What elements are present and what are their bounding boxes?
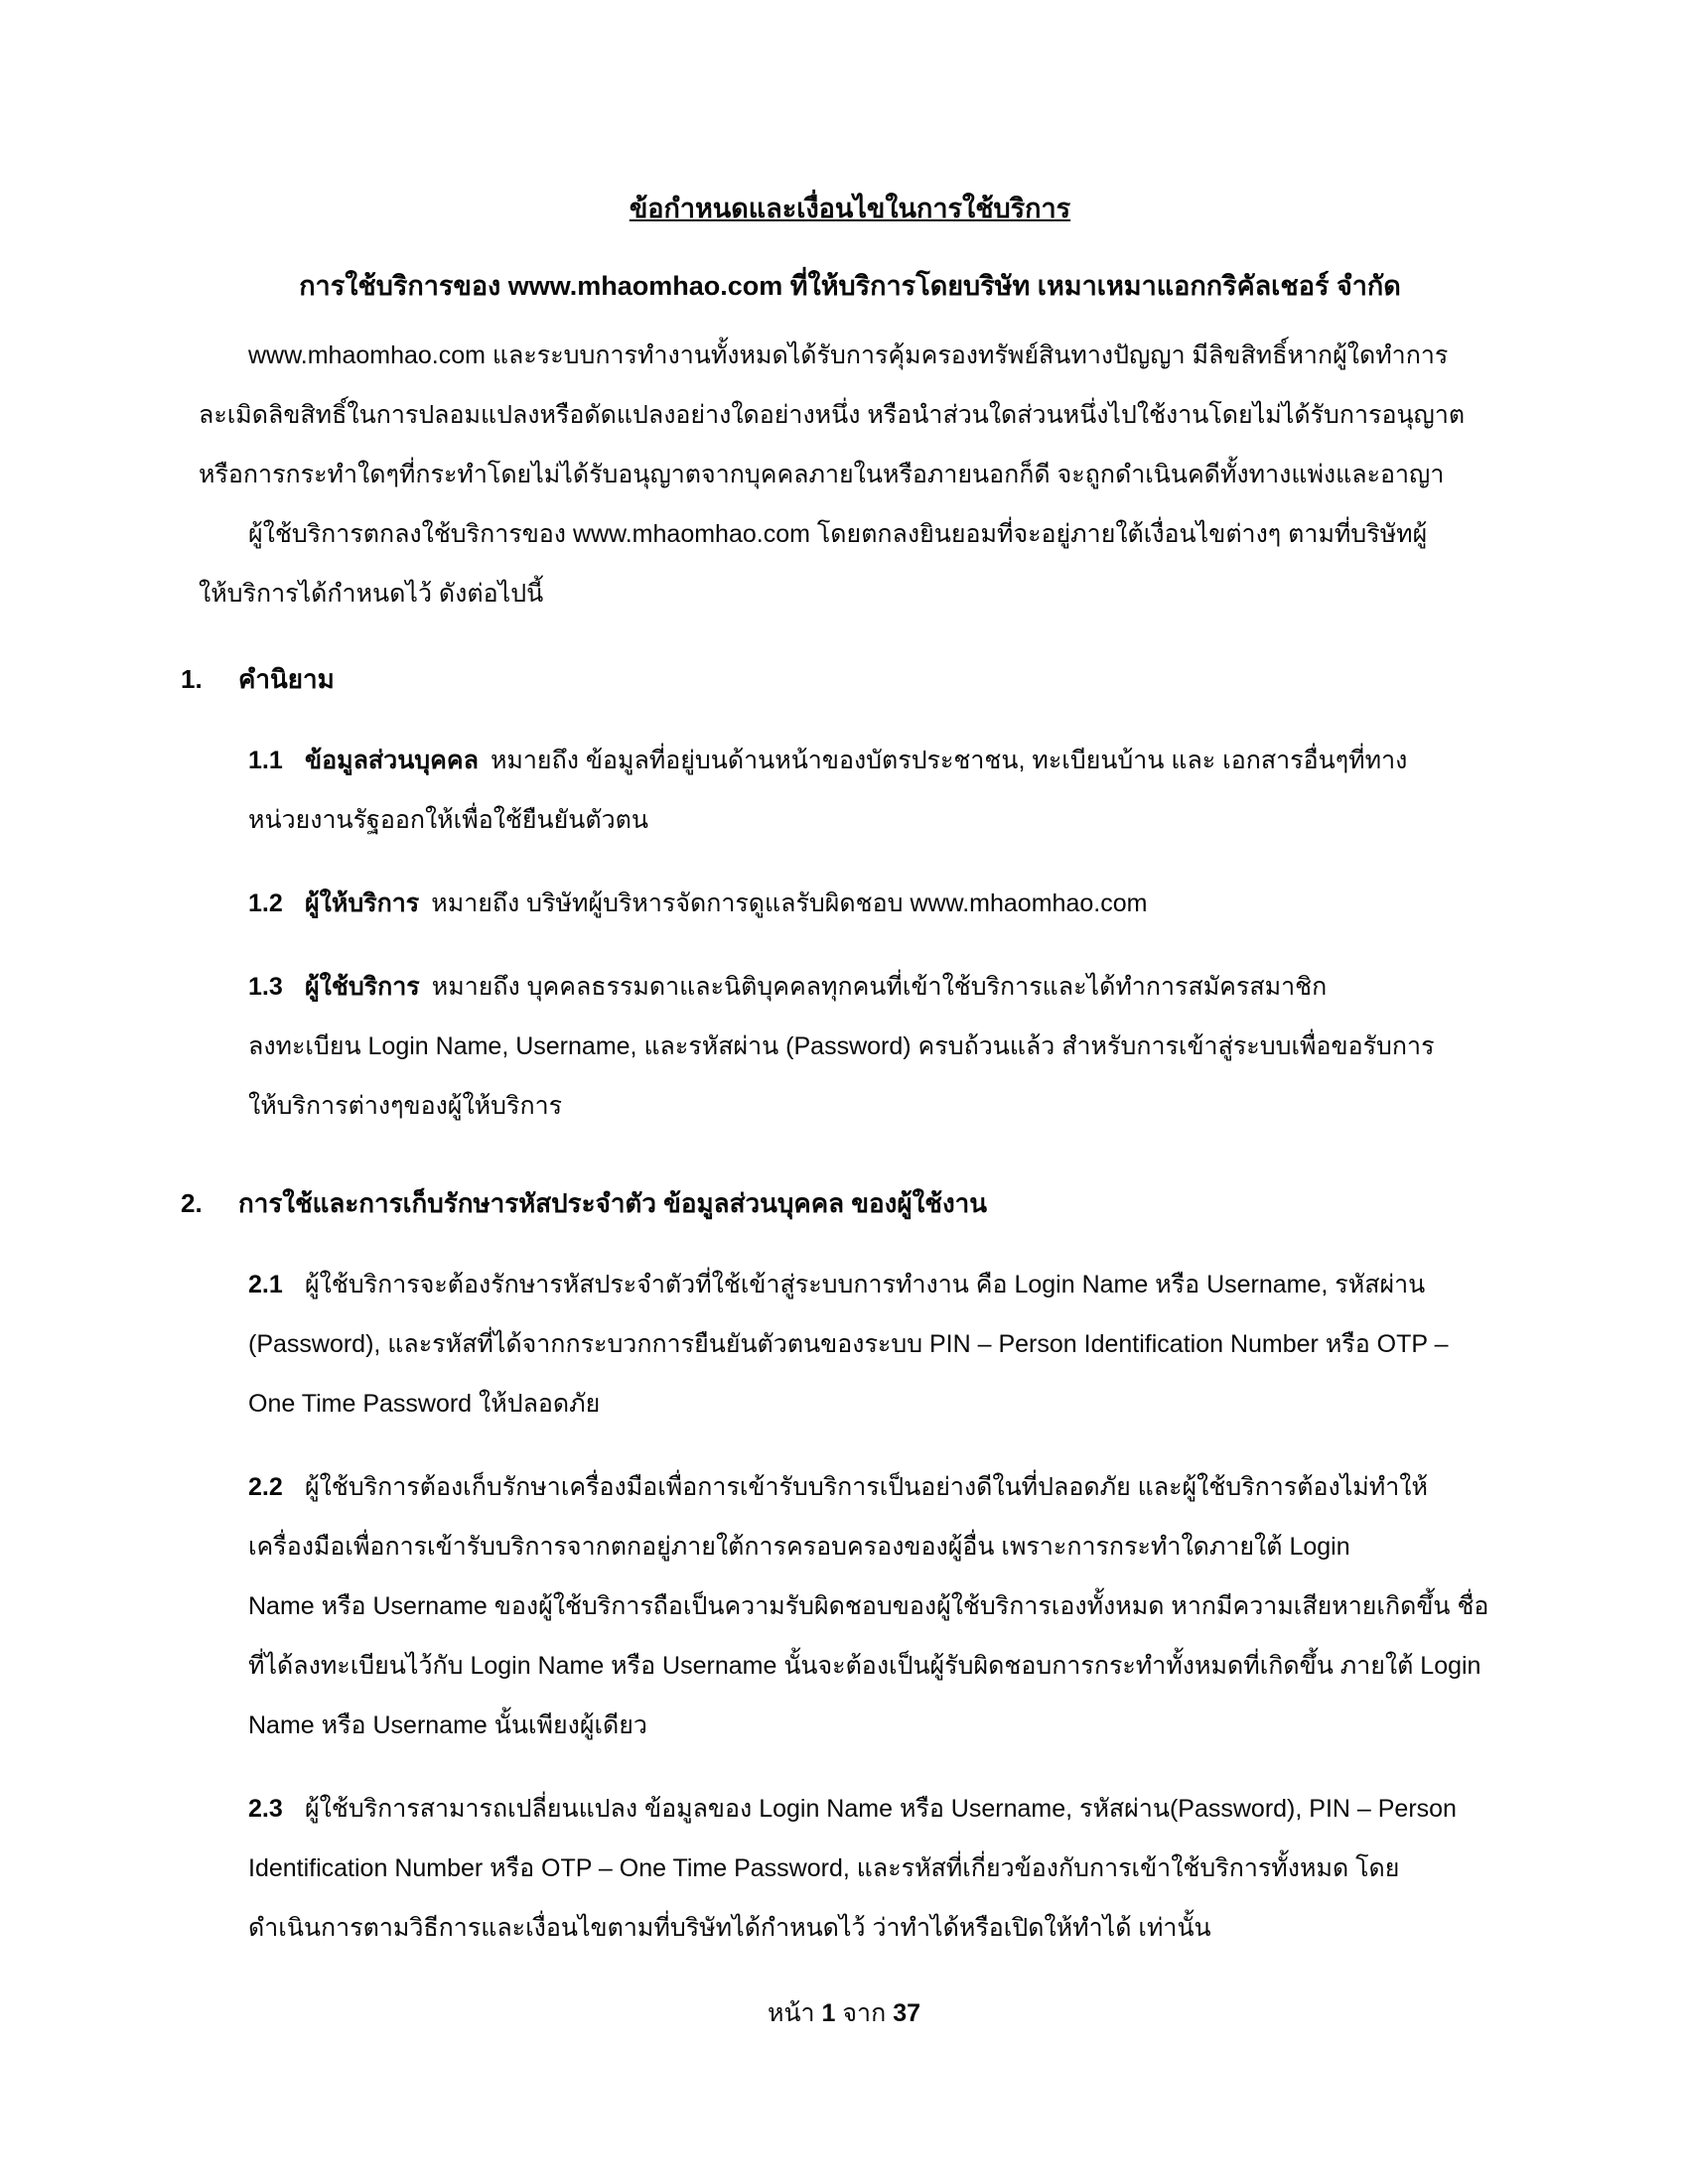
clause-number: 1.1 xyxy=(248,747,283,774)
clause-1-3 xyxy=(248,957,1519,1136)
text-line xyxy=(248,1255,1519,1314)
section-1-title: คำนิยาม xyxy=(238,664,335,694)
text-line: หรือการกระทำใดๆที่กระทำโดยไม่ได้รับอนุญาตจากบุคคลภายในหรือภายนอกก็ดี จะถูกดำเนินคดีทั้งทางแพ่งและอาญา xyxy=(199,461,1445,488)
footer-page-number: 1 xyxy=(821,1999,836,2027)
clause-number: 2.2 xyxy=(248,1473,283,1501)
intro-paragraph-2 xyxy=(199,504,1519,623)
clause-text: หมายถึง ข้อมูลที่อยู่บนด้านหน้าของบัตรประชาชน, ทะเบียนบ้าน และ เอกสารอื่นๆที่ทาง xyxy=(490,747,1408,774)
page-title: ข้อกำหนดและเงื่อนไขในการใช้บริการ xyxy=(629,194,1071,223)
clause-number: 2.3 xyxy=(248,1795,283,1823)
page-footer xyxy=(0,1993,1688,2033)
text-line: Name หรือ Username นั้นเพียงผู้เดียว xyxy=(248,1711,647,1739)
section-2-title: การใช้และการเก็บรักษารหัสประจำตัว ข้อมูลส่วนบุคคล ของผู้ใช้งาน xyxy=(238,1188,988,1218)
text-line: ละเมิดลิขสิทธิ์ในการปลอมแปลงหรือดัดแปลงอย่างใดอย่างหนึ่ง หรือนำส่วนใดส่วนหนึ่งไปใช้งานโดยไม่ได้รับการอนุญาต xyxy=(199,401,1466,429)
clause-1-1 xyxy=(248,731,1519,850)
text-line: One Time Password ให้ปลอดภัย xyxy=(248,1390,601,1418)
section-2-heading xyxy=(181,1173,1519,1233)
clause-2-2 xyxy=(248,1457,1519,1755)
clause-term: ผู้ใช้บริการ xyxy=(305,973,420,1001)
text-line: www.mhaomhao.com และระบบการทำงานทั้งหมดได้รับการคุ้มครองทรัพย์สินทางปัญญา มีลิขสิทธิ์หากผู้ใดทำการ xyxy=(248,341,1449,369)
footer-of-label: จาก xyxy=(842,1999,887,2027)
intro-paragraph-1 xyxy=(199,326,1519,504)
clause-text: หมายถึง บุคคลธรรมดาและนิติบุคคลทุกคนที่เข้าใช้บริการและได้ทำการสมัครสมาชิก xyxy=(431,973,1328,1001)
text-line: ดำเนินการตามวิธีการและเงื่อนไขตามที่บริษัทได้กำหนดไว้ ว่าทำได้หรือเปิดให้ทำได้ เท่านั้น xyxy=(248,1914,1211,1942)
section-2-number: 2. xyxy=(181,1188,203,1218)
text-line xyxy=(248,874,1519,933)
text-line xyxy=(248,1457,1519,1517)
clause-2-3 xyxy=(248,1779,1519,1958)
text-line: ที่ได้ลงทะเบียนไว้กับ Login Name หรือ Username นั้นจะต้องเป็นผู้รับผิดชอบการกระทำทั้งหมดที่เกิดขึ้น ภายใต้ Login xyxy=(248,1652,1481,1680)
footer-page-label: หน้า xyxy=(767,1999,815,2027)
clause-text: ผู้ใช้บริการต้องเก็บรักษาเครื่องมือเพื่อการเข้ารับบริการเป็นอย่างดีในที่ปลอดภัย และผู้ใช้บริการต้องไม่ทำให้ xyxy=(305,1473,1428,1501)
text-line: หน่วยงานรัฐออกให้เพื่อใช้ยืนยันตัวตน xyxy=(248,806,648,834)
section-1-heading xyxy=(181,649,1519,709)
text-line xyxy=(248,957,1519,1017)
clause-text: ผู้ใช้บริการจะต้องรักษารหัสประจำตัวที่ใช้เข้าสู่ระบบการทำงาน คือ Login Name หรือ Username, รหัสผ่าน xyxy=(305,1271,1426,1298)
text-line: เครื่องมือเพื่อการเข้ารับบริการจากตกอยู่ภายใต้การครอบครองของผู้อื่น เพราะการกระทำใดภายใต้ Login xyxy=(248,1533,1350,1561)
text-line: ลงทะเบียน Login Name, Username, และรหัสผ่าน (Password) ครบถ้วนแล้ว สำหรับการเข้าสู่ระบบเพื่อขอรับการ xyxy=(248,1032,1435,1060)
text-line xyxy=(248,1779,1519,1839)
clause-number: 1.2 xyxy=(248,889,283,917)
text-line xyxy=(248,731,1519,790)
section-1-number: 1. xyxy=(181,664,203,694)
clause-number: 2.1 xyxy=(248,1271,283,1298)
text-line: ให้บริการต่างๆของผู้ให้บริการ xyxy=(248,1092,563,1120)
clause-term: ข้อมูลส่วนบุคคล xyxy=(305,747,479,774)
footer-total-pages: 37 xyxy=(893,1999,920,2027)
clause-1-2 xyxy=(248,874,1519,933)
text-line: Identification Number หรือ OTP – One Time Password, และรหัสที่เกี่ยวข้องกับการเข้าใช้บริการทั้งหมด โดย xyxy=(248,1854,1400,1882)
clause-number: 1.3 xyxy=(248,973,283,1001)
text-line: ให้บริการได้กำหนดไว้ ดังต่อไปนี้ xyxy=(199,580,544,608)
clause-term: ผู้ให้บริการ xyxy=(305,889,420,917)
clause-text: ผู้ใช้บริการสามารถเปลี่ยนแปลง ข้อมูลของ Login Name หรือ Username, รหัสผ่าน(Password), PIN – Person xyxy=(305,1795,1457,1823)
text-line: Name หรือ Username ของผู้ใช้บริการถือเป็นความรับผิดชอบของผู้ใช้บริการเองทั้งหมด หากมีความเสียหายเกิดขึ้น ชื่อ xyxy=(248,1592,1489,1620)
page-subtitle: การใช้บริการของ www.mhaomhao.com ที่ให้บริการโดยบริษัท เหมาเหมาแอกกริคัลเชอร์ จำกัด xyxy=(299,271,1401,301)
clause-2-1 xyxy=(248,1255,1519,1433)
text-line: ผู้ใช้บริการตกลงใช้บริการของ www.mhaomhao.com โดยตกลงยินยอมที่จะอยู่ภายใต้เงื่อนไขต่างๆ ตามที่บริษัทผู้ xyxy=(248,520,1428,548)
text-line: (Password), และรหัสที่ได้จากกระบวกการยืนยันตัวตนของระบบ PIN – Person Identification Number หรือ OTP – xyxy=(248,1330,1449,1358)
clause-text: หมายถึง บริษัทผู้บริหารจัดการดูแลรับผิดชอบ www.mhaomhao.com xyxy=(431,889,1148,917)
